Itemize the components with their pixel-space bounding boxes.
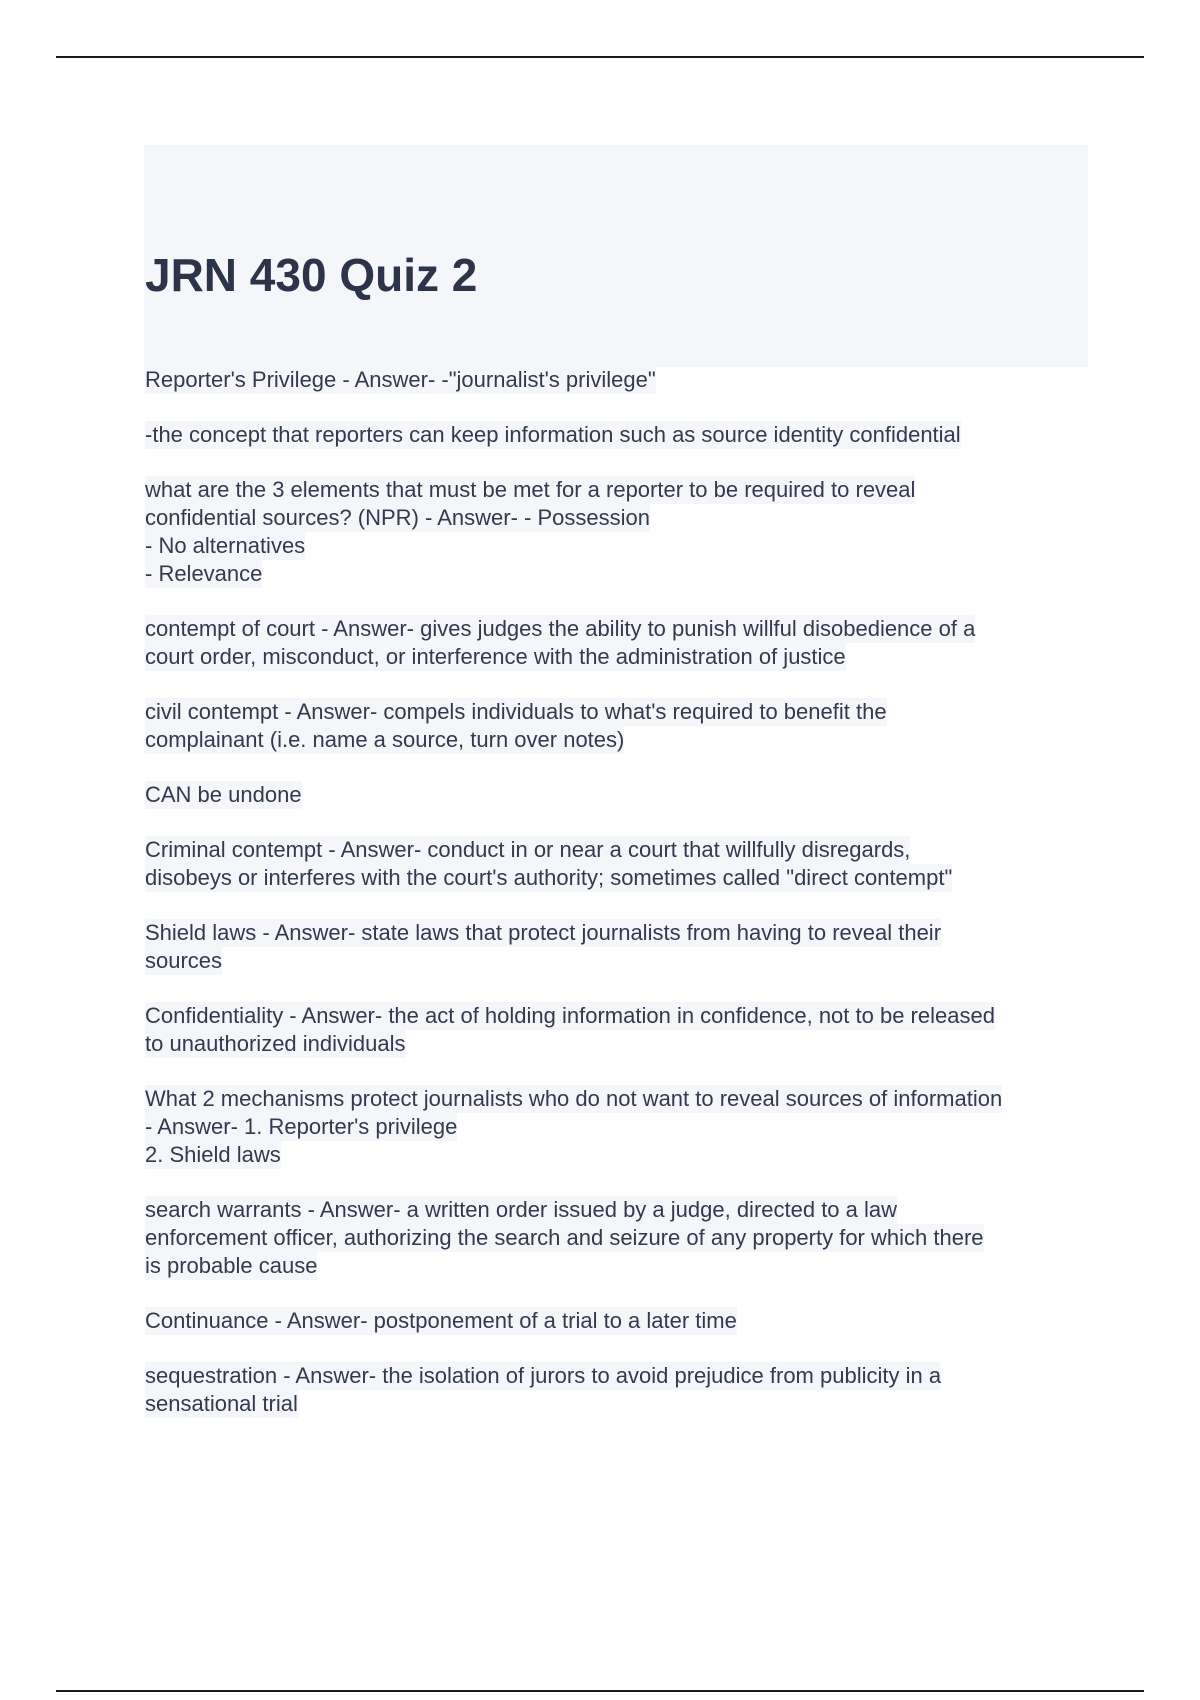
text-line: Reporter's Privilege - Answer- -"journalist's privilege" xyxy=(145,367,656,392)
qa-paragraph xyxy=(145,615,1095,671)
qa-paragraph xyxy=(145,781,1095,809)
text-line: 2. Shield laws xyxy=(145,1142,281,1167)
qa-paragraph xyxy=(145,476,1095,588)
qa-paragraph xyxy=(145,698,1095,754)
document-title: JRN 430 Quiz 2 xyxy=(145,249,478,301)
text-line: sequestration - Answer- the isolation of jurors to avoid prejudice from publicity in a xyxy=(145,1363,942,1388)
text-line: what are the 3 elements that must be met for a reporter to be required to reveal xyxy=(145,477,916,502)
text-line: Criminal contempt - Answer- conduct in or near a court that willfully disregards, xyxy=(145,837,911,862)
document-body xyxy=(145,366,1095,1445)
text-line: civil contempt - Answer- compels individuals to what's required to benefit the xyxy=(145,699,887,724)
text-line: CAN be undone xyxy=(145,782,302,807)
top-rule xyxy=(56,56,1144,58)
text-line: -the concept that reporters can keep information such as source identity confidential xyxy=(145,422,961,447)
text-line: is probable cause xyxy=(145,1253,318,1278)
qa-paragraph xyxy=(145,366,1095,394)
text-line: search warrants - Answer- a written order issued by a judge, directed to a law xyxy=(145,1197,898,1222)
qa-paragraph xyxy=(145,1002,1095,1058)
text-line: contempt of court - Answer- gives judges the ability to punish willful disobedience of a xyxy=(145,616,976,641)
qa-paragraph xyxy=(145,421,1095,449)
qa-paragraph xyxy=(145,1362,1095,1418)
text-line: Confidentiality - Answer- the act of holding information in confidence, not to be released xyxy=(145,1003,995,1028)
text-line: What 2 mechanisms protect journalists who do not want to reveal sources of information xyxy=(145,1086,1003,1111)
text-line: disobeys or interferes with the court's authority; sometimes called "direct contempt" xyxy=(145,865,953,890)
text-line: confidential sources? (NPR) - Answer- - Possession xyxy=(145,505,650,530)
text-line: complainant (i.e. name a source, turn over notes) xyxy=(145,727,625,752)
text-line: enforcement officer, authorizing the search and seizure of any property for which there xyxy=(145,1225,984,1250)
qa-paragraph xyxy=(145,1085,1095,1169)
text-line: Shield laws - Answer- state laws that protect journalists from having to reveal their xyxy=(145,920,942,945)
text-line: Continuance - Answer- postponement of a trial to a later time xyxy=(145,1308,737,1333)
text-line: sources xyxy=(145,948,223,973)
text-line: sensational trial xyxy=(145,1391,298,1416)
qa-paragraph xyxy=(145,836,1095,892)
text-line: court order, misconduct, or interference with the administration of justice xyxy=(145,644,846,669)
qa-paragraph xyxy=(145,919,1095,975)
text-line: - Answer- 1. Reporter's privilege xyxy=(145,1114,458,1139)
bottom-rule xyxy=(56,1690,1144,1692)
text-line: - No alternatives xyxy=(145,533,306,558)
text-line: - Relevance xyxy=(145,561,263,586)
text-line: to unauthorized individuals xyxy=(145,1031,406,1056)
qa-paragraph xyxy=(145,1307,1095,1335)
qa-paragraph xyxy=(145,1196,1095,1280)
